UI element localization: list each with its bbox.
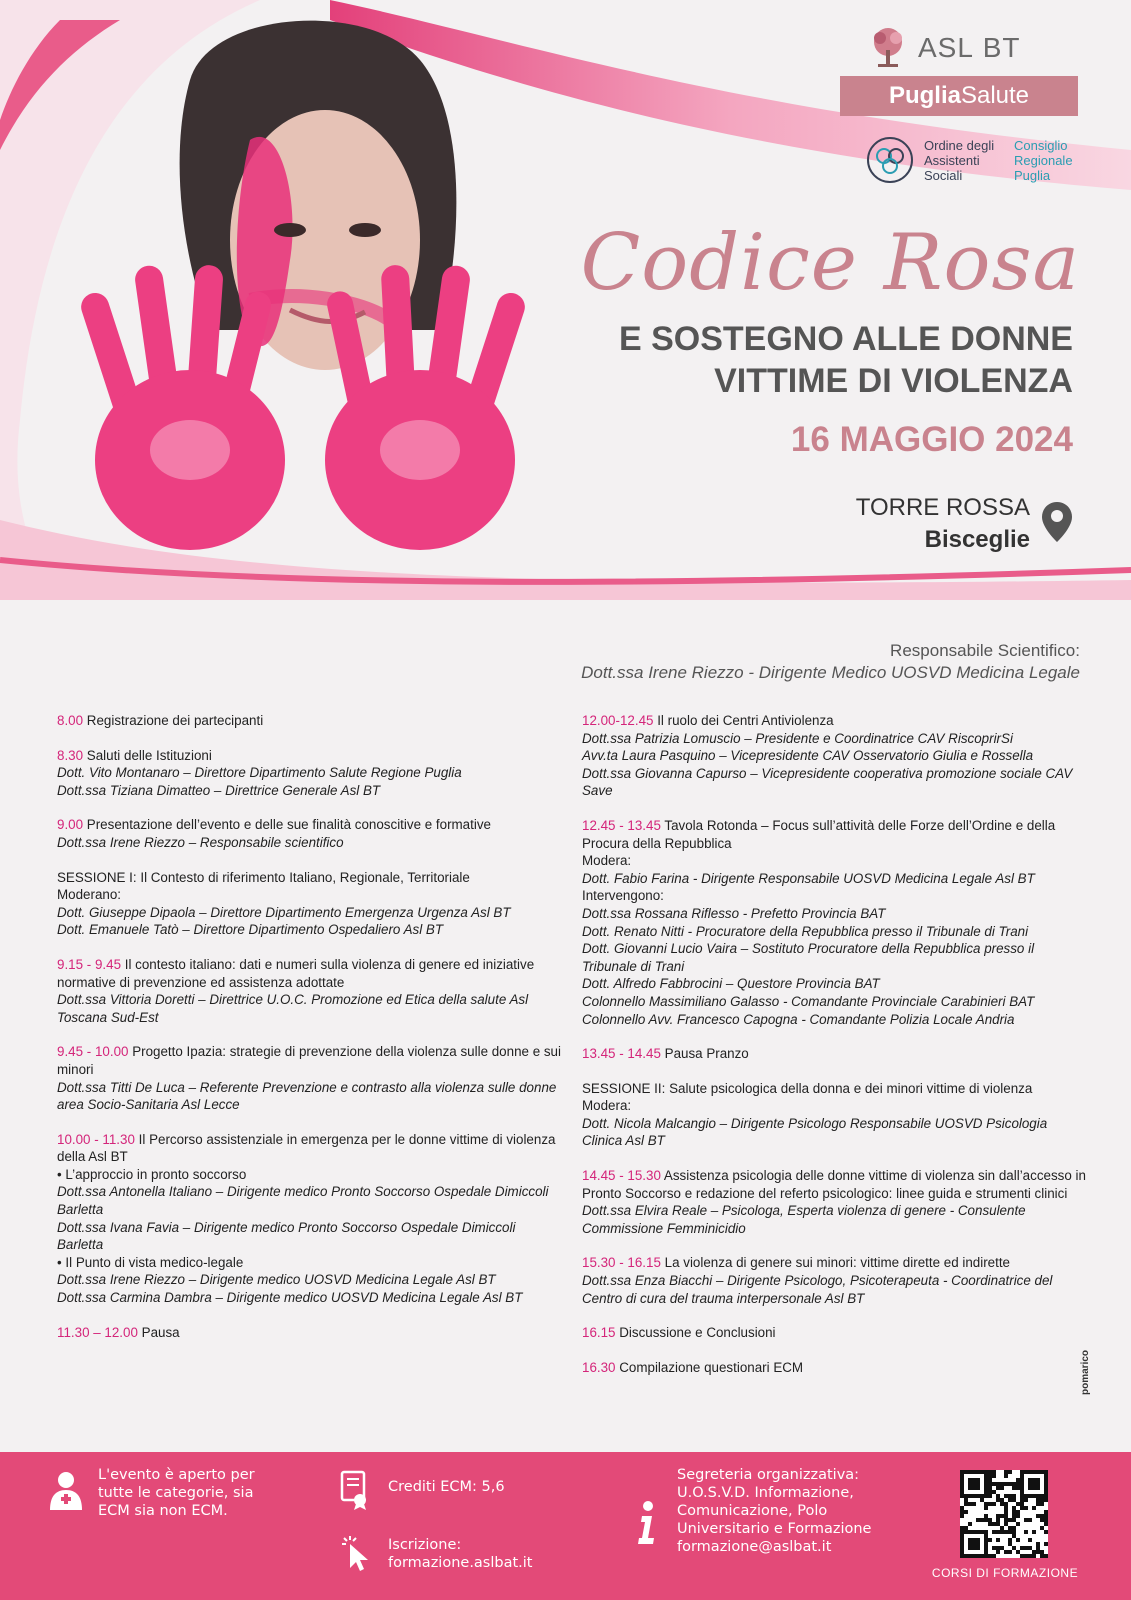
speaker-line: Dott. Vito Montanaro – Direttore Dipartimento Salute Regione Puglia — [57, 765, 462, 781]
program-item-heading — [57, 747, 562, 765]
program-item-heading — [582, 1359, 1087, 1377]
program-note: Intervengono: — [582, 888, 664, 904]
iscrizione-link[interactable]: formazione.aslbat.it — [388, 1555, 533, 1571]
program-title: Discussione e Conclusioni — [615, 1325, 776, 1341]
program-item — [57, 869, 562, 939]
footer-crediti: Crediti ECM: 5,6 — [388, 1479, 505, 1495]
program-item — [57, 816, 562, 851]
program-title: La violenza di genere sui minori: vittime dirette ed indirette — [660, 1255, 1011, 1271]
speaker-line: Dott.ssa Irene Riezzo – Dirigente medico UOSVD Medicina Legale Asl BT — [57, 1272, 496, 1288]
subtitle-line-1: E SOSTEGNO ALLE DONNE — [618, 320, 1073, 358]
speaker-line: Dott.ssa Titti De Luca – Referente Prevenzione e contrasto alla violenza sulle donne area Socio-Sanitaria Asl Lecce — [57, 1079, 557, 1113]
salute-text: Salute — [960, 82, 1030, 109]
program-title: Pausa Pranzo — [660, 1046, 749, 1062]
program-time: 9.15 - 9.45 — [57, 956, 122, 972]
program-item — [582, 1045, 1087, 1063]
speaker-line: Dott.ssa Ivana Favia – Dirigente medico Pronto Soccorso Ospedale Dimiccoli Barletta — [57, 1219, 516, 1253]
responsabile-label: Responsabile Scientifico: — [890, 641, 1080, 660]
speaker-line: Colonnello Massimiliano Galasso - Comandante Provinciale Carabinieri BAT — [582, 993, 1035, 1009]
certificate-icon — [340, 1470, 370, 1510]
program-title: Il Percorso assistenziale in emergenza per le donne vittime di violenza della Asl BT — [57, 1131, 556, 1165]
program-item — [57, 712, 562, 730]
speaker-line: Dott.ssa Tiziana Dimatteo – Direttrice Generale Asl BT — [57, 782, 381, 798]
program-time: 16.15 — [582, 1325, 616, 1341]
program-time: 13.45 - 14.45 — [582, 1046, 661, 1062]
subtitle-line-2: VITTIME DI VIOLENZA — [714, 362, 1073, 400]
program-item-heading — [57, 869, 562, 887]
program-title: Progetto Ipazia: strategie di prevenzione della violenza sulle donne e sui minori — [57, 1044, 561, 1077]
program-item-heading — [582, 1045, 1087, 1063]
event-title: Codice Rosa — [580, 218, 1080, 308]
speaker-line: Dott.ssa Irene Riezzo – Responsabile scientifico — [57, 834, 344, 850]
program-time: 8.00 — [57, 713, 84, 728]
program-title: Compilazione questionari ECM — [615, 1359, 804, 1375]
responsabile-name: Dott.ssa Irene Riezzo - Dirigente Medico UOSVD Medicina Legale — [581, 663, 1080, 682]
ordine-text: Ordine degli Assistenti Sociali — [924, 137, 995, 183]
program-item — [57, 956, 562, 1026]
speaker-line: Dott. Emanuele Tatò – Direttore Dipartimento Ospedaliero Asl BT — [57, 922, 444, 938]
program-item-heading — [57, 1131, 562, 1166]
speaker-line: Dott. Giuseppe Dipaola – Direttore Dipartimento Emergenza Urgenza Asl BT — [57, 904, 511, 920]
segreteria-text: Segreteria organizzativa: U.O.S.V.D. Informazione, Comunicazione, Polo Universitario e Formazione — [677, 1467, 872, 1537]
program-column-left — [57, 712, 562, 1358]
program-item-heading — [57, 1043, 562, 1078]
event-subtitle — [520, 318, 1073, 402]
speaker-line: Dott.ssa Patrizia Lomuscio – Presidente e Coordinatrice CAV RiscoprirSi — [582, 730, 1013, 746]
program-item-heading — [57, 816, 562, 834]
program-time: 14.45 - 15.30 — [582, 1168, 661, 1184]
program-item-heading — [582, 817, 1087, 852]
program-time: 9.45 - 10.00 — [57, 1044, 129, 1060]
program-item — [57, 747, 562, 800]
program-title: Il contesto italiano: dati e numeri sulla violenza di genere ed iniziative normative di prevenzione ed assistenza adottate — [57, 956, 535, 990]
speaker-line: Dott.ssa Rossana Riflesso - Prefetto Provincia BAT — [582, 905, 886, 921]
asl-bt-logo — [866, 26, 1021, 70]
info-icon — [634, 1500, 660, 1546]
program-item — [582, 1254, 1087, 1307]
iscrizione-label: Iscrizione: — [388, 1537, 462, 1553]
speaker-line: Colonnello Avv. Francesco Capogna - Comandante Polizia Locale Andria — [582, 1011, 1015, 1027]
asl-text: ASL — [918, 32, 974, 63]
event-date: 16 MAGGIO 2024 — [790, 420, 1073, 459]
ordine-logo — [866, 136, 1073, 184]
program-time: 11.30 – 12.00 — [57, 1324, 138, 1340]
program-item — [57, 1131, 562, 1307]
program-title: SESSIONE I: Il Contesto di riferimento Italiano, Regionale, Territoriale — [57, 869, 470, 885]
program-title: Assistenza psicologia delle donne vittime di violenza sin dall’accesso in Pronto Soccorso e redazione del referto psicologico: linee guida e strumenti clinici — [582, 1168, 1086, 1201]
program-title: Saluti delle Istituzioni — [83, 747, 212, 763]
doctor-icon — [48, 1470, 84, 1512]
program-item — [57, 1324, 562, 1342]
speaker-line: Dott. Fabio Farina - Dirigente Responsabile UOSVD Medicina Legale Asl BT — [582, 870, 1035, 886]
speaker-line: Dott. Giovanni Lucio Vaira – Sostituto Procuratore della Repubblica presso il Tribunale di Trani — [582, 941, 1035, 974]
program-title: Pausa — [137, 1324, 180, 1340]
program-title: Registrazione dei partecipanti — [83, 713, 264, 728]
program-time: 15.30 - 16.15 — [582, 1255, 661, 1271]
program-item — [582, 712, 1087, 800]
program-item-heading — [582, 1324, 1087, 1342]
program-item-heading — [57, 1324, 562, 1342]
footer-segreteria — [677, 1466, 902, 1556]
program-item — [582, 1167, 1087, 1237]
program-note: Modera: — [582, 853, 632, 869]
program-title: SESSIONE II: Salute psicologica della donna e dei minori vittime di violenza — [582, 1080, 1033, 1096]
responsabile-scientifico — [420, 640, 1080, 684]
footer-iscrizione — [388, 1536, 608, 1572]
puglia-text: Puglia — [888, 82, 961, 109]
program-item-heading — [582, 1254, 1087, 1272]
venue-city: Bisceglie — [924, 526, 1030, 553]
speaker-line: Dott.ssa Enza Biacchi – Dirigente Psicologo, Psicoterapeuta - Coordinatrice del Centro di cura del trauma interpersonale Asl BT — [582, 1273, 1053, 1306]
program-item — [582, 1359, 1087, 1377]
program-time: 12.00-12.45 — [582, 713, 654, 728]
program-item-heading — [57, 712, 562, 730]
speaker-line: Dott.ssa Carmina Dambra – Dirigente medico UOSVD Medicina Legale Asl BT — [57, 1290, 523, 1306]
program-title: Presentazione dell’evento e delle sue finalità conoscitive e formative — [83, 817, 491, 833]
program-note: • L’approccio in pronto soccorso — [57, 1166, 247, 1182]
hero-section — [0, 0, 1131, 600]
speaker-line: Dott.ssa Elvira Reale – Psicologa, Esperta violenza di genere - Consulente Commissione Femminicidio — [582, 1203, 1026, 1236]
qr-code-icon[interactable] — [960, 1470, 1048, 1558]
program-item — [582, 1080, 1087, 1150]
program-note: • Il Punto di vista medico-legale — [57, 1254, 244, 1270]
bt-text: BT — [982, 32, 1021, 63]
program-title: Tavola Rotonda – Focus sull’attività delle Forze dell’Ordine e della Procura della Repubblica — [582, 817, 1056, 851]
program-item — [582, 817, 1087, 1028]
segreteria-email[interactable]: formazione@aslbat.it — [677, 1539, 832, 1555]
event-venue — [700, 492, 1030, 556]
speaker-line: Dott. Renato Nitti - Procuratore della Repubblica presso il Tribunale di Trani — [582, 923, 1029, 939]
venue-name: TORRE ROSSA — [855, 494, 1030, 521]
qr-caption: CORSI DI FORMAZIONE — [931, 1566, 1079, 1580]
woman-portrait-illustration — [40, 0, 600, 580]
program-time: 12.45 - 13.45 — [582, 817, 661, 833]
speaker-line: Dott.ssa Giovanna Capurso – Vicepresidente cooperativa promozione sociale CAV Save — [582, 765, 1073, 799]
program-item-heading — [582, 1167, 1087, 1202]
program-note: Moderano: — [57, 887, 122, 903]
program-time: 8.30 — [57, 747, 84, 763]
consiglio-text: Consiglio Regionale Puglia — [1014, 137, 1073, 183]
speaker-line: Dott. Nicola Malcangio – Dirigente Psicologo Responsabile UOSVD Psicologia Clinica Asl BT — [582, 1115, 1048, 1149]
program-note: Modera: — [582, 1098, 632, 1114]
program-item — [57, 1043, 562, 1113]
location-pin-icon — [1040, 500, 1074, 544]
program-item-heading — [582, 1080, 1087, 1098]
program-title: Il ruolo dei Centri Antiviolenza — [653, 713, 834, 728]
ordine-logo-icon — [866, 136, 914, 184]
tree-logo-icon — [866, 26, 910, 70]
program-item-heading — [582, 712, 1087, 730]
puglia-salute-bar — [840, 76, 1078, 116]
speaker-line: Dott. Alfredo Fabbrocini – Questore Provincia BAT — [582, 976, 880, 992]
program-item-heading — [57, 956, 562, 991]
designer-credit: pomarico — [1080, 1349, 1091, 1395]
cursor-click-icon — [340, 1534, 372, 1572]
footer-open-text: L'evento è aperto per tutte le categorie, sia ECM sia non ECM. — [98, 1467, 255, 1519]
program-column-right — [582, 712, 1087, 1393]
speaker-line: Avv.ta Laura Pasquino – Vicepresidente CAV Osservatorio Giulia e Rossella — [582, 748, 1034, 764]
program-time: 10.00 - 11.30 — [57, 1131, 135, 1147]
program-item — [582, 1324, 1087, 1342]
speaker-line: Dott.ssa Antonella Italiano – Dirigente medico Pronto Soccorso Ospedale Dimiccoli Barletta — [57, 1184, 549, 1218]
program-time: 16.30 — [582, 1359, 616, 1375]
speaker-line: Dott.ssa Vittoria Doretti – Direttrice U.O.C. Promozione ed Etica della salute Asl Toscana Sud-Est — [57, 992, 529, 1025]
program-time: 9.00 — [57, 817, 84, 833]
